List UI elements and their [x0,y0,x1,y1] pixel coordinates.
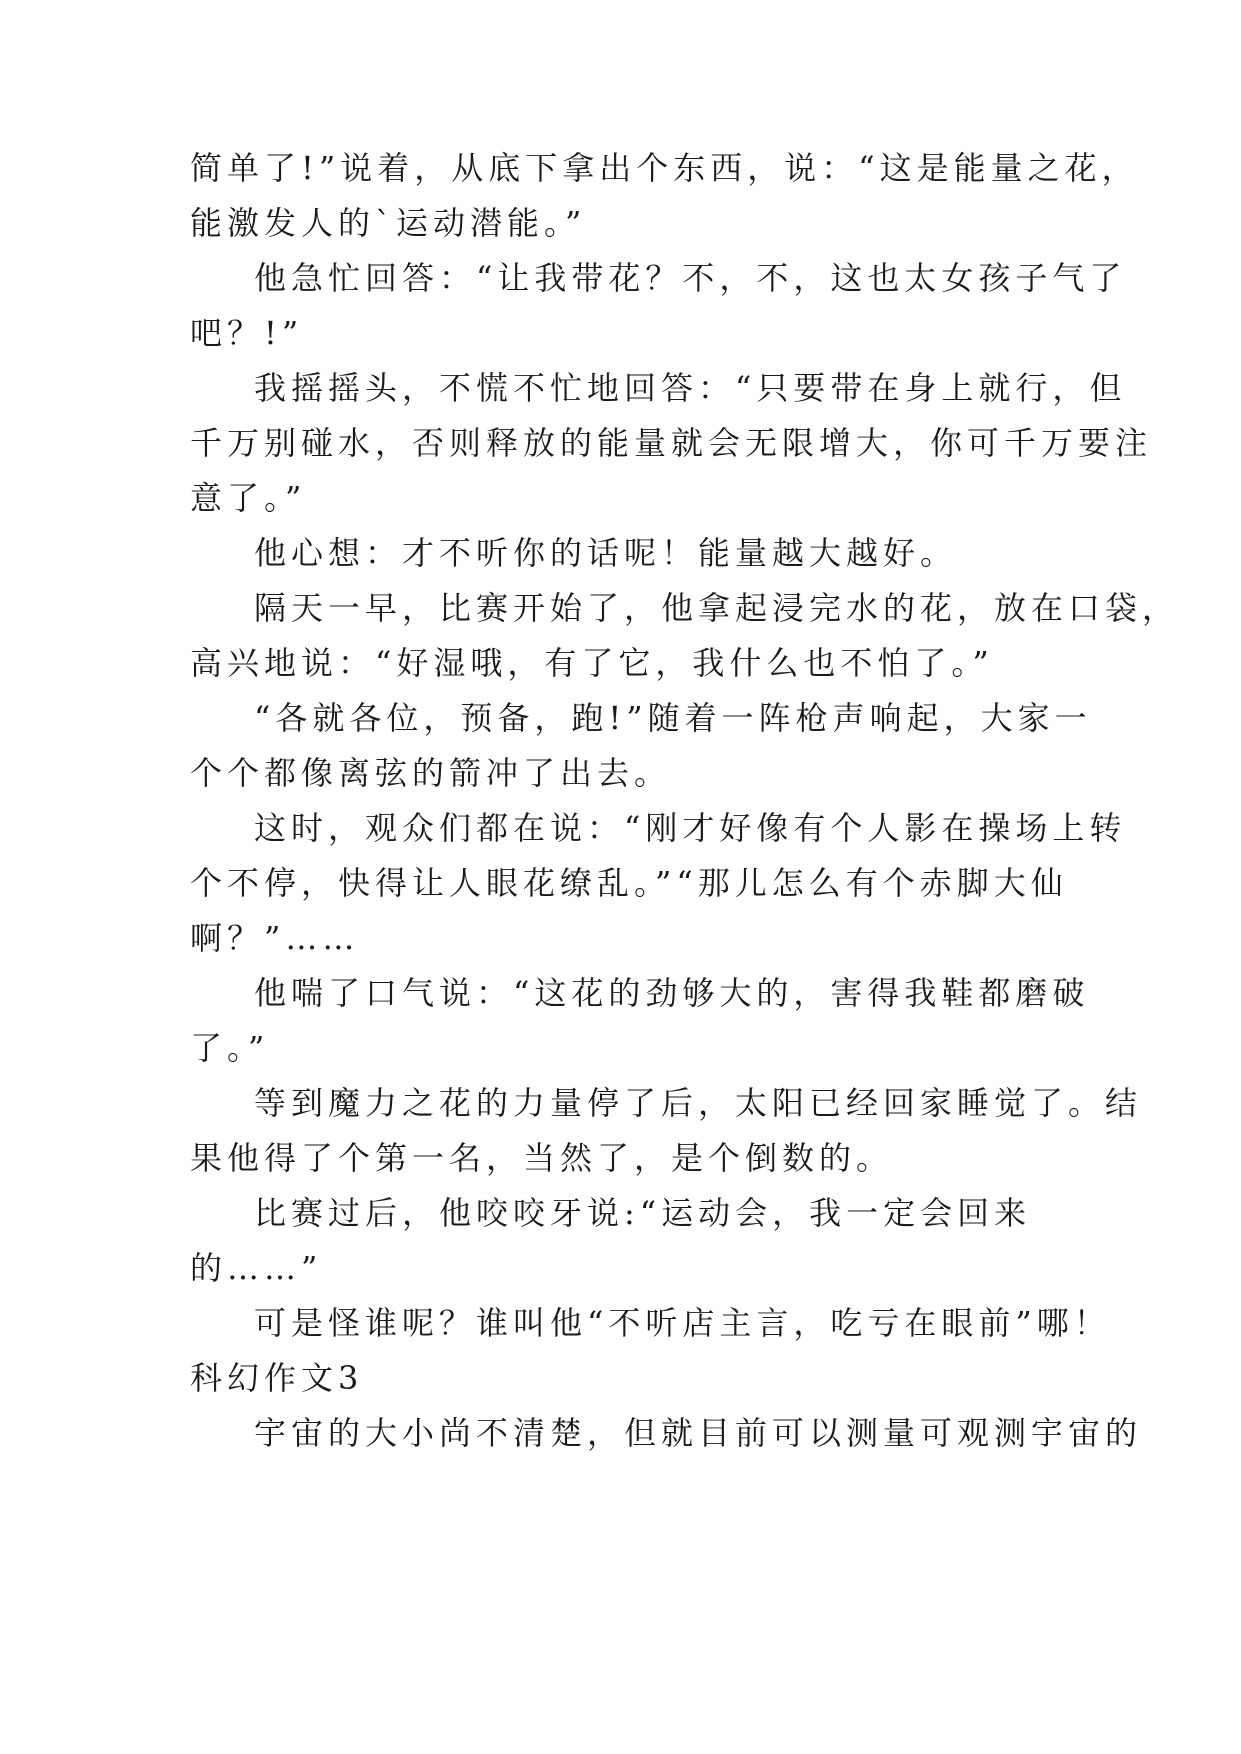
text-line: 能激发人的`运动潜能。” [190,204,587,242]
text-line: 果他得了个第一名，当然了，是个倒数的。 [190,1139,894,1177]
text-line: “各就各位，预备，跑!”随着一阵枪声响起，大家一 [254,699,1092,737]
text-line: 这时，观众们都在说：“刚才好像有个人影在操场上转 [254,809,1127,847]
text-line: 宇宙的大小尚不清楚，但就目前可以测量可观测宇宙的 [254,1414,1143,1452]
text-line: 个不停，快得让人眼花缭乱。”“那儿怎么有个赤脚大仙 [190,864,1068,902]
text-line: 等到魔力之花的力量停了后，太阳已经回家睡觉了。结 [254,1084,1143,1122]
text-line: 啊？”…… [190,919,360,957]
text-line: 简单了!”说着，从底下拿出个东西，说：“这是能量之花， [190,149,1139,187]
text-line: 个个都像离弦的箭冲了出去。 [190,754,672,792]
text-line: 可是怪谁呢？谁叫他“不听店主言，吃亏在眼前”哪！ [254,1304,1111,1342]
text-line: 吧？!” [190,314,304,352]
text-line: 的……” [190,1249,323,1287]
text-line: 他急忙回答：“让我带花？不，不，这也太女孩子气了 [254,259,1127,297]
text-line: 了。” [190,1029,270,1067]
text-line: 高兴地说：“好湿哦，有了它，我什么也不怕了。” [190,644,994,682]
text-line: 千万别碰水，否则释放的能量就会无限增大，你可千万要注 [190,424,1153,462]
text-line: 比赛过后，他咬咬牙说:“运动会，我一定会回来 [254,1194,1032,1232]
text-line: 他心想：才不听你的话呢！能量越大越好。 [254,534,958,572]
text-line: 他喘了口气说：“这花的劲够大的，害得我鞋都磨破 [254,974,1090,1012]
text-line: 意了。” [190,479,307,517]
section-heading: 科幻作文3 [190,1359,364,1397]
text-line: 隔天一早，比赛开始了，他拿起浸完水的花，放在口袋， [254,589,1180,627]
text-line: 我摇摇头，不慌不忙地回答：“只要带在身上就行，但 [254,369,1127,407]
